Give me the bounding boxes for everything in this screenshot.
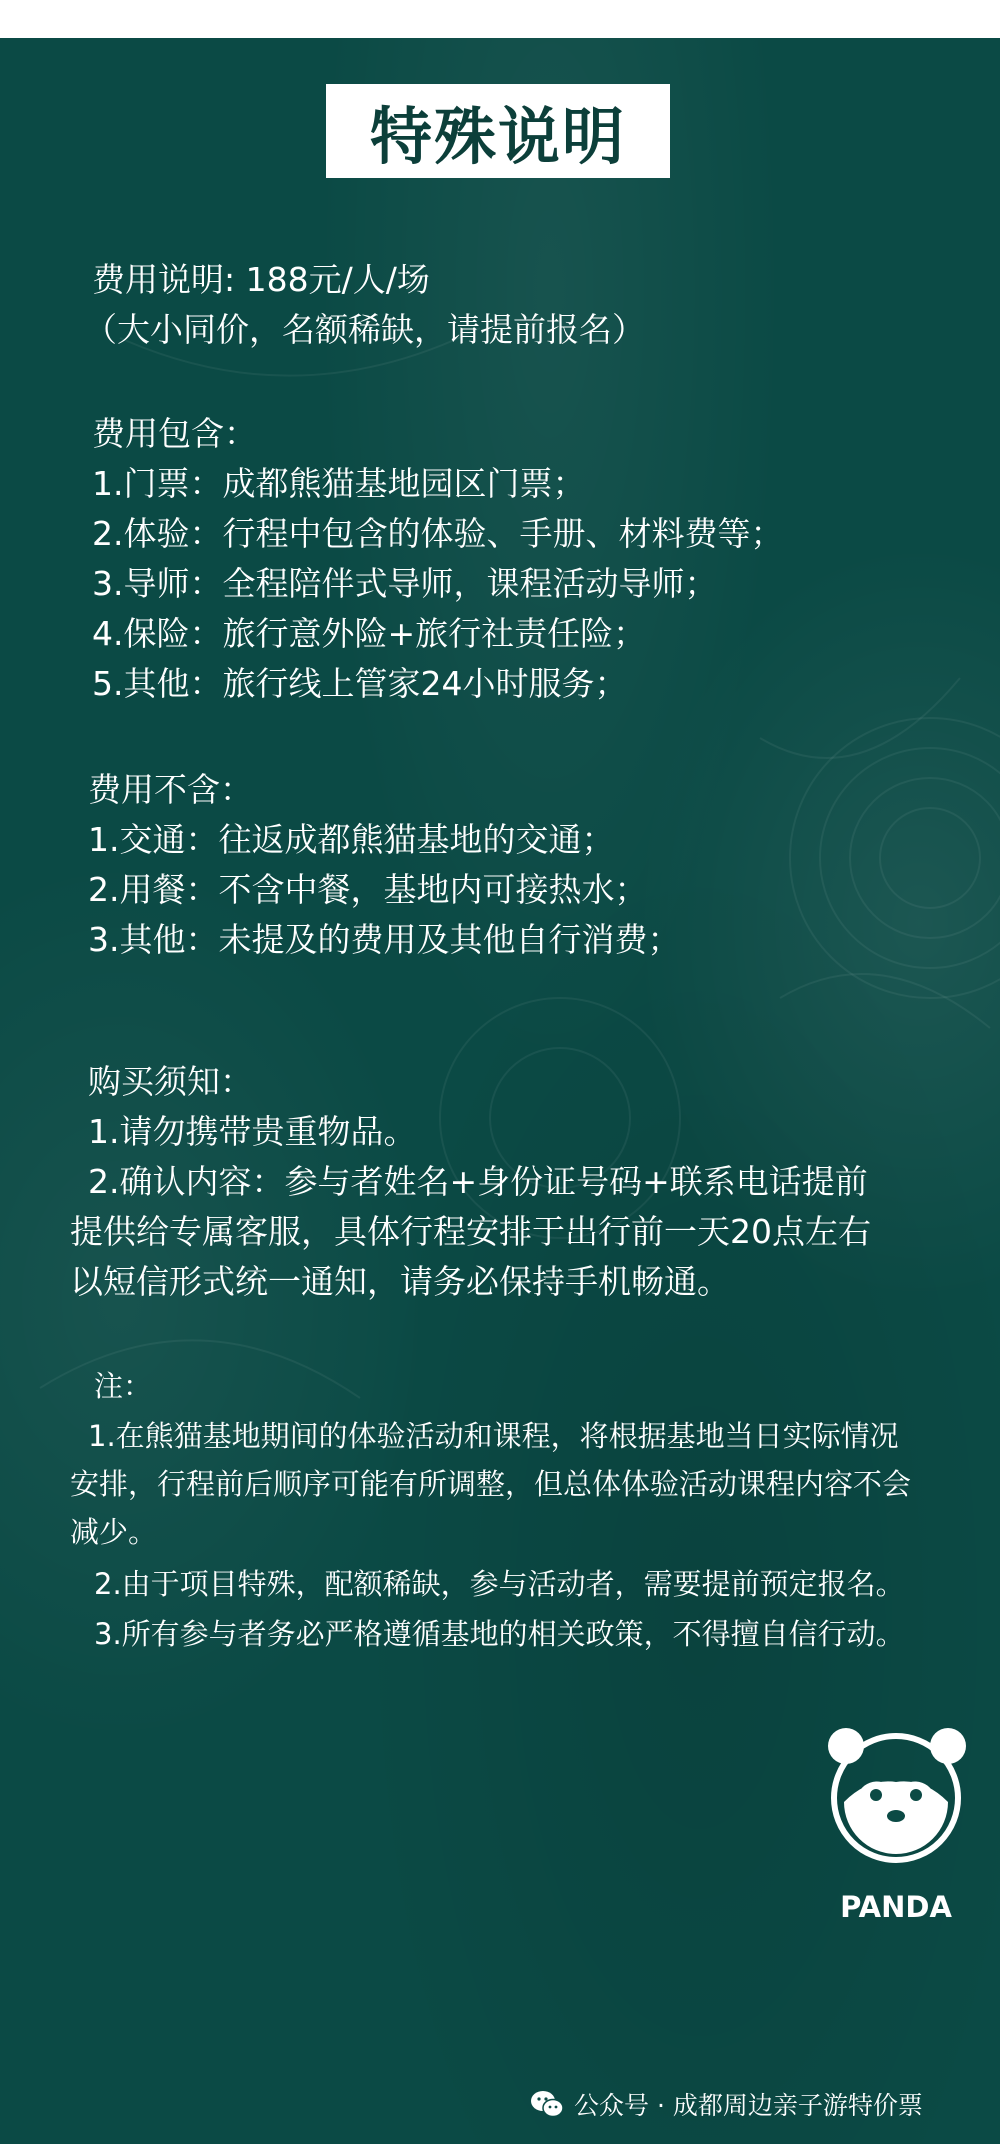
includes-heading: 费用包含： xyxy=(92,414,257,453)
notes-line: 减少。 xyxy=(70,1515,158,1549)
panda-icon xyxy=(824,1712,968,1882)
notes-heading: 注： xyxy=(94,1369,153,1403)
footer-source xyxy=(530,2086,923,2122)
excludes-heading: 费用不含： xyxy=(88,770,253,809)
excludes-item: 1.交通：往返成都熊猫基地的交通； xyxy=(88,820,615,859)
purchase-heading: 购买须知： xyxy=(88,1062,253,1101)
includes-item: 5.其他：旅行线上管家24小时服务； xyxy=(92,664,628,703)
excludes-item: 2.用餐：不含中餐，基地内可接热水； xyxy=(88,870,648,909)
title-banner xyxy=(326,84,670,178)
page-title: 特殊说明 xyxy=(369,99,626,173)
includes-item: 4.保险：旅行意外险+旅行社责任险； xyxy=(92,614,647,653)
fee-line: 费用说明: 188元/人/场 xyxy=(92,260,430,299)
notes-line: 安排，行程前后顺序可能有所调整，但总体体验活动课程内容不会 xyxy=(70,1467,912,1501)
notes-line: 3.所有参与者务必严格遵循基地的相关政策，不得擅自信行动。 xyxy=(94,1617,905,1651)
notes-line: 1.在熊猫基地期间的体验活动和课程，将根据基地当日实际情况 xyxy=(88,1419,899,1453)
notes-line: 2.由于项目特殊，配额稀缺，参与活动者，需要提前预定报名。 xyxy=(94,1567,905,1601)
purchase-line: 1.请勿携带贵重物品。 xyxy=(88,1112,417,1151)
purchase-line: 提供给专属客服，具体行程安排于出行前一天20点左右 xyxy=(70,1212,871,1251)
wechat-icon xyxy=(530,2089,564,2119)
includes-item: 1.门票：成都熊猫基地园区门票； xyxy=(92,464,586,503)
purchase-line: 以短信形式统一通知，请务必保持手机畅通。 xyxy=(70,1262,730,1301)
footer-text: 公众号 · 成都周边亲子游特价票 xyxy=(574,2091,923,2120)
includes-item: 3.导师：全程陪伴式导师，课程活动导师； xyxy=(92,564,718,603)
excludes-item: 3.其他：未提及的费用及其他自行消费； xyxy=(88,920,681,959)
includes-item: 2.体验：行程中包含的体验、手册、材料费等； xyxy=(92,514,784,553)
fee-note: （大小同价，名额稀缺，请提前报名） xyxy=(84,310,645,349)
panda-logo-text: PANDA xyxy=(840,1890,952,1924)
purchase-line: 2.确认内容：参与者姓名+身份证号码+联系电话提前 xyxy=(88,1162,868,1201)
